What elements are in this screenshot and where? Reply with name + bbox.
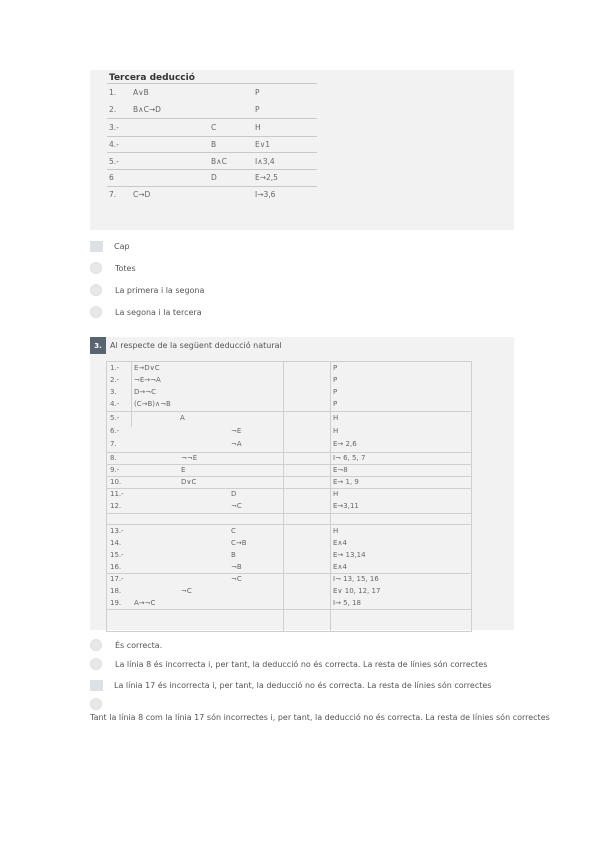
row-rule [107, 488, 471, 489]
line-justification: I¬ 13, 15, 16 [333, 575, 379, 583]
line-justification: P [255, 105, 260, 114]
answer-label: La línia 8 és incorrecta i, per tant, la deducció no és correcta. La resta de línies són correctes [115, 659, 488, 669]
line-justification: P [333, 376, 338, 384]
line-justification: H [333, 427, 339, 435]
line-number: 15.- [110, 551, 124, 559]
line-justification: H [333, 490, 339, 498]
line-justification: P [255, 88, 260, 97]
row-rule [107, 186, 317, 187]
line-formula: D [231, 490, 237, 498]
line-number: 18. [110, 587, 122, 595]
line-formula: C [211, 123, 217, 132]
line-formula: D∨C [181, 478, 197, 486]
selection-square[interactable] [90, 680, 103, 691]
line-justification: E¬8 [333, 466, 348, 474]
row-rule [107, 476, 471, 477]
line-number: 9.- [110, 466, 120, 474]
line-number: 5.- [110, 414, 120, 422]
column-divider [330, 362, 331, 631]
line-justification: I¬ 6, 5, 7 [333, 454, 366, 462]
row-rule [107, 169, 317, 170]
line-formula: ¬E→¬A [134, 376, 161, 384]
line-justification: E→ 1, 9 [333, 478, 359, 486]
line-formula: ¬A [231, 440, 242, 448]
line-justification: E→ 2,6 [333, 440, 357, 448]
line-justification: I→ 5, 18 [333, 599, 361, 607]
row-rule [107, 609, 471, 610]
line-number: 12. [110, 502, 122, 510]
line-justification: P [333, 364, 338, 372]
deduction-table [106, 361, 472, 632]
line-justification: P [333, 400, 338, 408]
line-number: 19. [110, 599, 122, 607]
line-justification: E∧4 [333, 539, 347, 547]
line-number: 16. [110, 563, 122, 571]
line-formula: C→B [231, 539, 247, 547]
line-formula: C [231, 527, 236, 535]
row-rule [107, 118, 317, 119]
line-formula: ¬C [231, 502, 242, 510]
line-formula: ¬C [231, 575, 242, 583]
line-justification: E∧4 [333, 563, 347, 571]
line-number: 4.- [110, 400, 120, 408]
line-justification: E→ 13,14 [333, 551, 366, 559]
radio-button[interactable] [90, 639, 102, 651]
row-rule [107, 573, 471, 574]
line-number: 6.- [110, 427, 120, 435]
line-number: 11.- [110, 490, 124, 498]
line-number: 1. [109, 88, 117, 97]
row-rule [107, 464, 471, 465]
row-rule [107, 524, 471, 525]
answer-label: La línia 17 és incorrecta i, per tant, la deducció no és correcta. La resta de línies són correctes [114, 680, 492, 690]
line-formula: A∨B [133, 88, 149, 97]
line-number: 8. [110, 454, 117, 462]
line-formula: ¬C [181, 587, 192, 595]
line-formula: B [231, 551, 236, 559]
line-formula: D→¬C [134, 388, 157, 396]
line-justification: E∨1 [255, 140, 270, 149]
line-justification: I→3,6 [255, 190, 276, 199]
answer-option-linia-17[interactable] [90, 678, 491, 692]
line-justification: H [255, 123, 261, 132]
radio-button[interactable] [90, 262, 102, 274]
radio-button[interactable] [90, 306, 102, 318]
line-number: 3.- [109, 123, 119, 132]
line-justification: E→3,11 [333, 502, 359, 510]
line-formula: D [211, 173, 217, 182]
line-formula: B [211, 140, 217, 149]
line-number: 14. [110, 539, 122, 547]
answer-option-correcta[interactable] [90, 638, 162, 652]
radio-button[interactable] [90, 658, 102, 670]
line-formula: C→D [133, 190, 151, 199]
answer-option-ambdues[interactable] [90, 697, 115, 711]
question-text: Al respecte de la següent deducció natural [110, 341, 282, 350]
line-formula: A [180, 414, 185, 422]
line-justification: H [333, 527, 339, 535]
line-formula: E [181, 466, 186, 474]
answer-label: La segona i la tercera [115, 307, 202, 317]
line-justification: H [333, 414, 339, 422]
line-justification: P [333, 388, 338, 396]
line-number: 6 [109, 173, 114, 182]
question-3-panel [90, 337, 514, 630]
line-number: 7. [109, 190, 117, 199]
question-number-badge: 3. [90, 337, 106, 354]
answer-option-cap[interactable] [90, 239, 130, 253]
line-number: 17.- [110, 575, 124, 583]
answer-label: Totes [115, 263, 136, 273]
line-number: 13.- [110, 527, 124, 535]
answer-label: La primera i la segona [115, 285, 205, 295]
radio-button[interactable] [90, 698, 102, 710]
answer-label: Tant la línia 8 com la línia 17 són incorrectes i, per tant, la deducció no és correcta. La resta de línies són correctes [90, 713, 550, 722]
line-formula: B∧C [211, 157, 227, 166]
line-number: 10. [110, 478, 122, 486]
deduction-panel-3 [90, 70, 514, 230]
answer-label: Cap [114, 241, 130, 251]
line-formula: ¬B [231, 563, 242, 571]
line-formula: A→¬C [134, 599, 156, 607]
column-divider [283, 362, 284, 631]
row-rule [107, 136, 317, 137]
row-rule [107, 152, 317, 153]
answer-option-linia-8[interactable] [90, 657, 487, 671]
line-number: 1.- [110, 364, 120, 372]
answer-option-primera-segona[interactable] [90, 283, 204, 297]
deduction-title: Tercera deducció [109, 73, 195, 83]
line-number: 3. [110, 388, 117, 396]
line-formula: E→D∨C [134, 364, 160, 372]
table-header-rule [107, 83, 317, 84]
row-rule [107, 452, 471, 453]
line-justification: E∨ 10, 12, 17 [333, 587, 381, 595]
line-number: 4.- [109, 140, 119, 149]
line-formula: ¬E [231, 427, 242, 435]
row-rule [107, 513, 471, 514]
answer-option-segona-tercera[interactable] [90, 305, 202, 319]
line-number: 5.- [109, 157, 119, 166]
row-rule [107, 411, 471, 412]
line-number: 2.- [110, 376, 120, 384]
selection-square[interactable] [90, 241, 103, 252]
line-formula: ¬¬E [181, 454, 198, 462]
line-justification: E→2,5 [255, 173, 278, 182]
line-justification: I∧3,4 [255, 157, 275, 166]
radio-button[interactable] [90, 284, 102, 296]
answer-option-totes[interactable] [90, 261, 136, 275]
column-divider [131, 362, 132, 427]
answer-label: És correcta. [115, 640, 163, 650]
line-formula: (C→B)∧¬B [134, 400, 171, 408]
line-formula: B∧C→D [133, 105, 161, 114]
line-number: 7. [110, 440, 117, 448]
line-number: 2. [109, 105, 117, 114]
